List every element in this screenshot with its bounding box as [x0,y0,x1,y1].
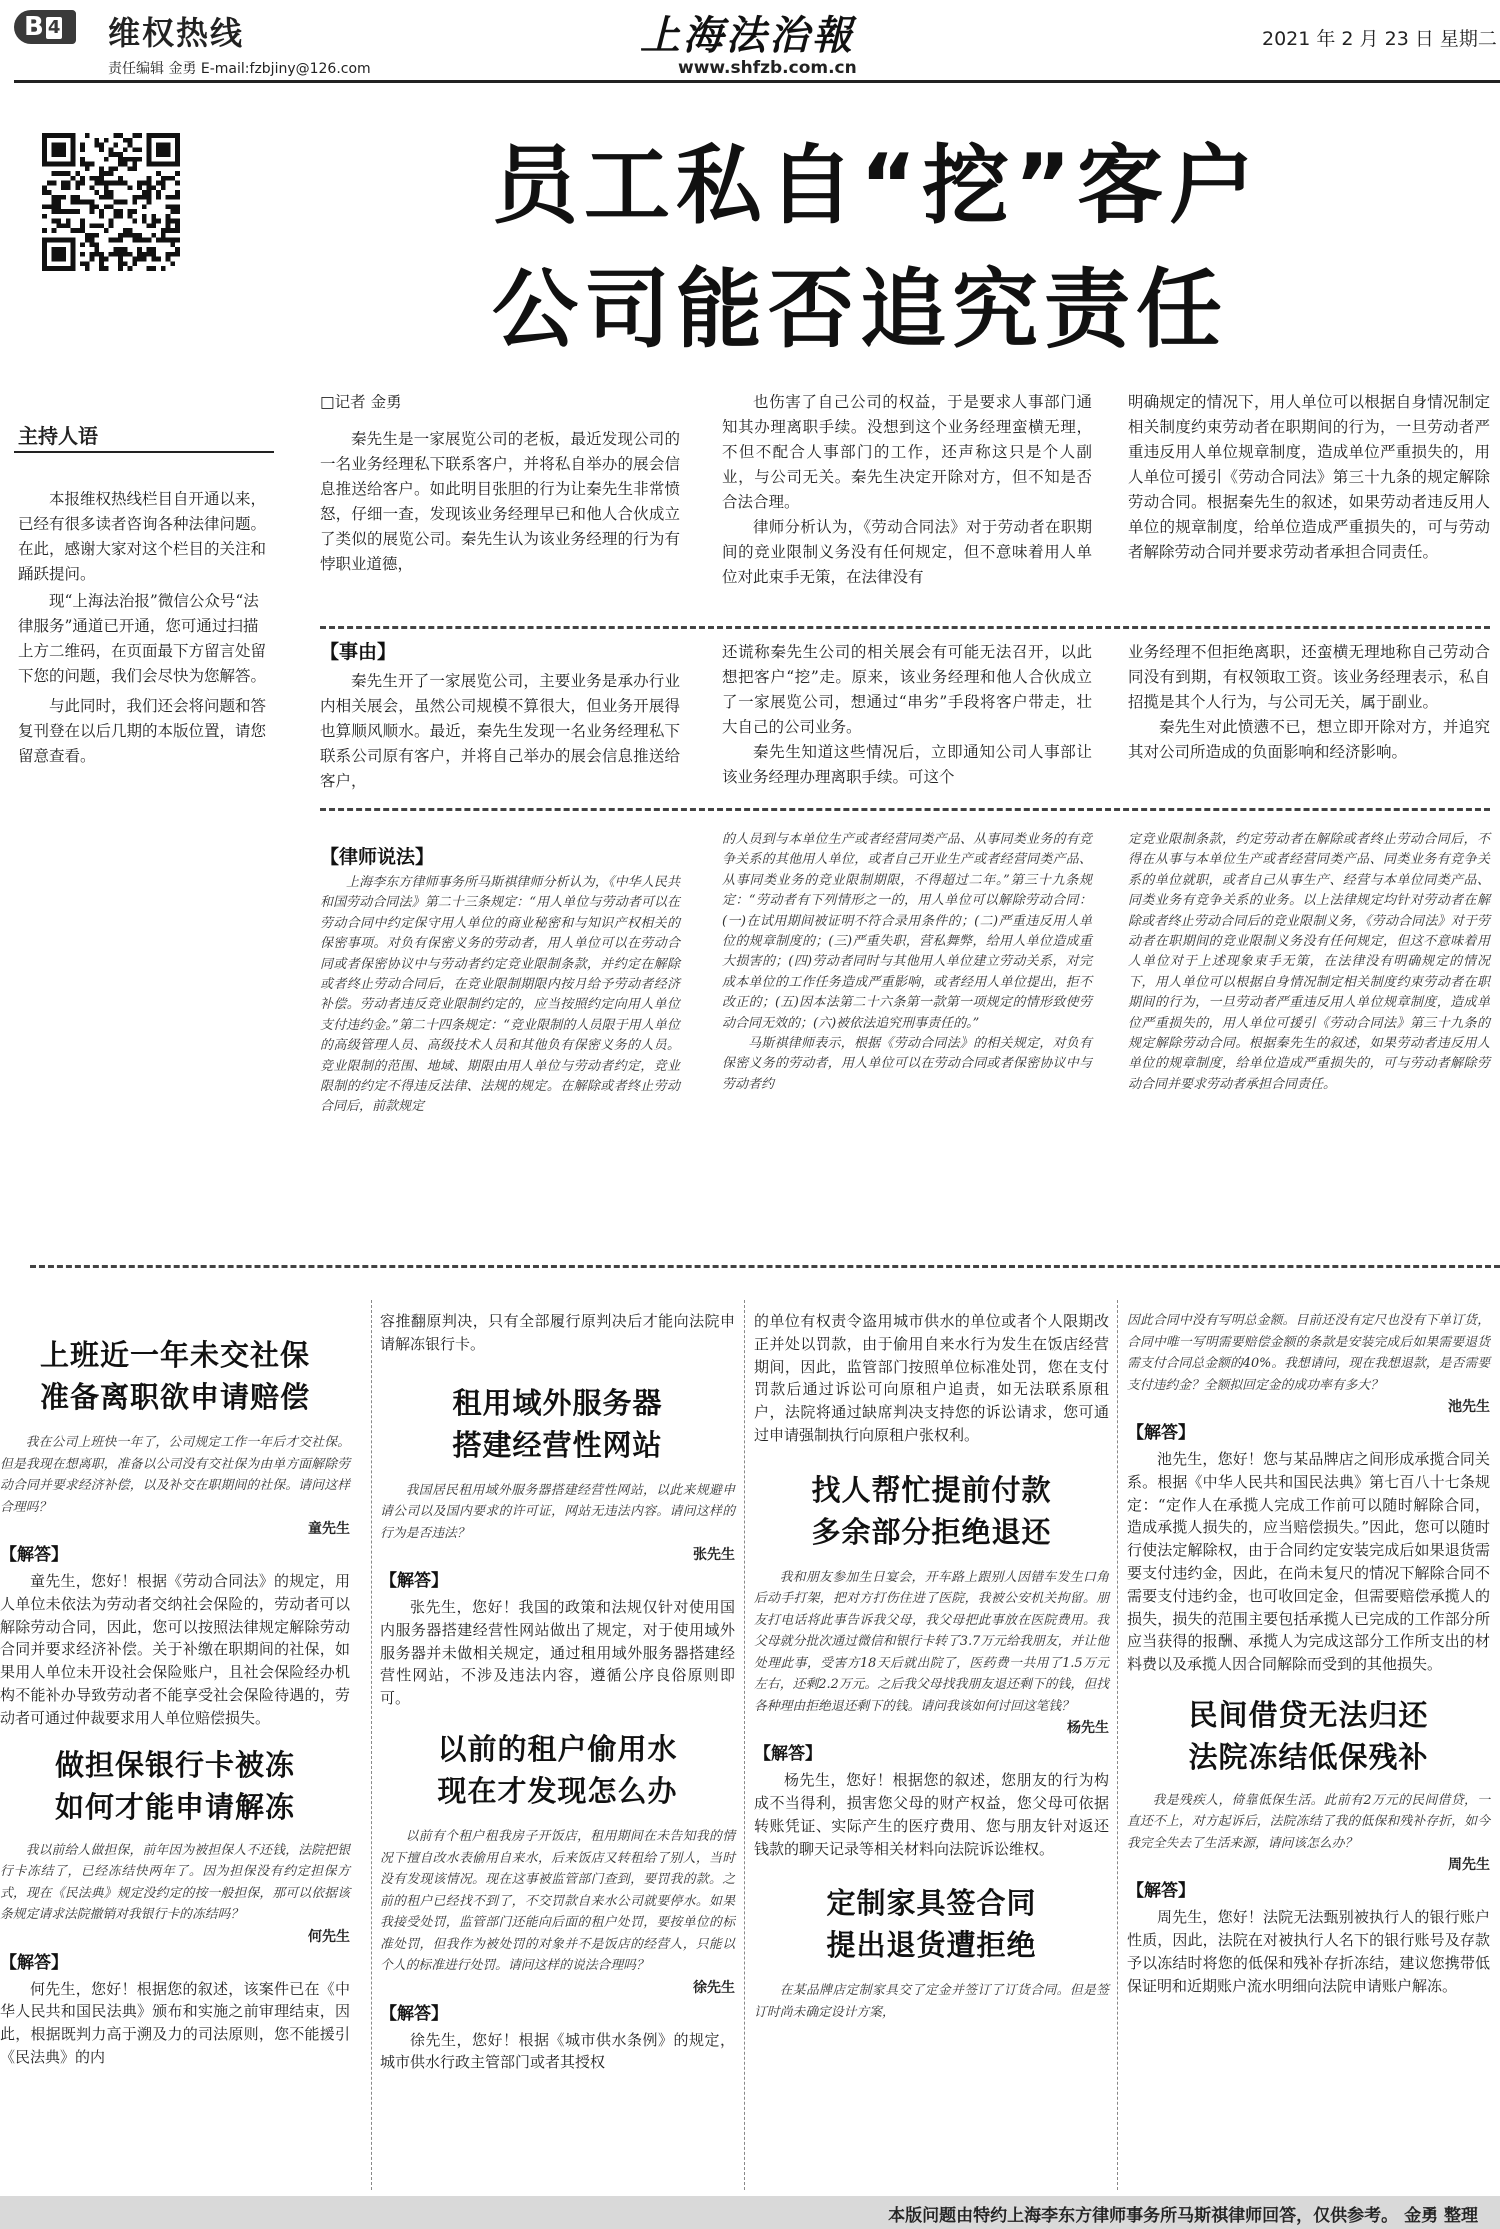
editor-line: 责任编辑 金勇 E-mail:fzbjiny@126.com [108,61,371,77]
question-text: 我国居民租用域外服务器搭建经营性网站，以此来规避申请公司以及国内要求的许可证，网站无违法内容。请问这样的行为是否违法？ [380,1482,735,1541]
reason-paragraph: 秦先生开了一家展览公司，主要业务是承办行业内相关展会，虽然公司规模不算很大，但业务开展得也算顺风顺水。最近，秦先生发现一名业务经理私下联系公司原有客户，并将自己举办的展会信息推送给客户， [320,672,680,790]
section-divider [320,808,1490,811]
qa-column [380,1310,735,2074]
answer-text: 何先生，您好！根据您的叙述，该案件已在《中华人民共和国民法典》颁布和实施之前审理结束，因此，根据既判力高于溯及力的司法原则，您不能援引《民法典》的内 [0,1979,350,2066]
host-note-label: 主持人语 [18,424,98,448]
lead-paragraph: 明确规定的情况下，用人单位可以根据自身情况制定相关制度约束劳动者在职期间的行为，一旦劳动者严重违反用人单位规章制度，造成单位严重损失的，用人单位可援引《劳动合同法》第三十九条的规定解除劳动合同。根据秦先生的叙述，如果劳动者违反用人单位的规章制度，给单位造成严重损失的，可与劳动者解除劳动合同并要求劳动者承担合同责任。 [1128,393,1490,561]
answer-text: 的单位有权责令盗用城市供水的单位或者个人限期改正并处以罚款，由于偷用自来水行为发生在饭店经营期间，因此，监管部门按照单位标准处罚，您在支付罚款后通过诉讼可向原租户追责，如无法联系原租户，法院将通过缺席判决支持您的诉讼请求，您可通过申请强制执行向原租户张权利。 [754,1312,1109,1444]
headline-line-1: 员工私自“挖”客户 [492,136,1262,236]
answer-text: 池先生，您好！您与某品牌店之间形成承揽合同关系。根据《中华人民共和国民法典》第七百八十七条规定：“定作人在承揽人完成工作前可以随时解除合同，造成承揽人损失的，应当赔偿损失。”因此，您可以随时行使法定解除权，由于合同约定安装完成后如果退货需要支付违约金，因此，在尚未复尺的情况下解除合同不需要支付违约金，也可收回定金，但需要赔偿承揽人的损失，损失的范围主要包括承揽人已完成的工作部分所应当获得的报酬、承揽人为完成这部分工作所支出的材料费以及承揽人因合同解除而受到的其他损失。 [1127,1450,1490,1674]
qa-title: 租用域外服务器 搭建经营性网站 [452,1385,663,1462]
page-section-divider [30,1265,1500,1268]
asker-signature: 杨先生 [1067,1720,1109,1737]
page-badge [14,10,76,44]
qr-modules [42,133,180,271]
asker-signature: 何先生 [308,1928,350,1945]
answer-label: 【解答】 [380,1571,448,1592]
article-column [320,842,680,1118]
column-rule [1117,1300,1118,2190]
qa-column [754,1310,1109,2023]
answer-label: 【解答】 [1127,1881,1195,1902]
lawyer-paragraph: 的人员到与本单位生产或者经营同类产品、从事同类业务的有竞争关系的其他用人单位，或者自己开业生产或者经营同类产品、从事同类业务的竞业限制期限，不得超过二年。”第三十九条规定：“劳动者有下列情形之一的，用人单位可以解除劳动合同：(一)在试用期间被证明不符合录用条件的；(二)严重违反用人单位的规章制度的；(三)严重失职，营私舞弊，给用人单位造成重大损害的；(四)劳动者同时与其他用人单位建立劳动关系，对完成本单位的工作任务造成严重影响，或者经用人单位提出，拒不改正的；(五)因本法第二十六条第一款第一项规定的情形致使劳动合同无效的；(六)被依法追究刑事责任的。” [722,832,1092,1031]
newspaper-url[interactable]: www.shfzb.com.cn [678,58,857,78]
reason-paragraph: 秦先生知道这些情况后，立即通知公司人事部让该业务经理办理离职手续。可这个 [722,743,1092,786]
qa-column [0,1334,350,2069]
section-title: 维权热线 [108,14,245,52]
asker-signature: 徐先生 [693,1979,735,1996]
header-rule [14,80,1500,83]
answer-label: 【解答】 [1127,1423,1195,1443]
reason-heading: 【事由】 [320,641,397,663]
asker-signature: 池先生 [1448,1399,1490,1415]
reason-paragraph: 秦先生对此愤懑不已，想立即开除对方，并追究其对公司所造成的负面影响和经济影响。 [1128,718,1490,761]
asker-signature: 张先生 [693,1547,735,1564]
headline-line-2: 公司能否追究责任 [492,260,1228,360]
lead-paragraph: 律师分析认为，《劳动合同法》对于劳动者在职期间的竞业限制义务没有任何规定，但不意味着用人单位对此束手无策，在法律没有 [722,518,1092,586]
asker-signature: 童先生 [308,1521,350,1537]
column-rule [371,1300,372,2190]
answer-text: 张先生，您好！我国的政策和法规仅针对使用国内服务器搭建经营性网站做出了规定，对于使用域外服务器并未做相关规定，通过租用域外服务器搭建经营性网站，不涉及违法内容，遵循公序良俗原则即可。 [380,1598,735,1708]
column-rule [744,1300,745,2190]
page-number: 4 [47,16,61,38]
qa-title: 定制家具签合同 提出退货遭拒绝 [826,1886,1037,1963]
answer-label: 【解答】 [754,1744,822,1765]
host-note-rule [14,451,274,453]
lead-paragraph: 秦先生是一家展览公司的老板，最近发现公司的一名业务经理私下联系客户，并将私自举办的展会信息推送给客户。如此明目张胆的行为让秦先生非常愤怒，仔细一查，发现该业务经理早已和他人合伙成立了类似的展览公司。秦先生认为该业务经理的行为有悖职业道德， [320,430,680,573]
article-column [1128,390,1490,565]
answer-text: 童先生，您好！根据《劳动合同法》的规定，用人单位未依法为劳动者交纳社会保险的，劳动者可以解除劳动合同，因此，您可以按照法律规定解除劳动合同并要求经济补偿。关于补缴在职期间的社保，如果用人单位未开设社会保险账户，且社会保险经办机构不能补办导致劳动者不能享受社会保险待遇的，劳动者可通过仲裁要求用人单位赔偿损失。 [0,1572,350,1727]
lawyer-paragraph: 上海李东方律师事务所马斯祺律师分析认为，《中华人民共和国劳动合同法》第二十三条规定：“用人单位与劳动者可以在劳动合同中约定保守用人单位的商业秘密和与知识产权相关的保密事项。对负有保密义务的劳动者，用人单位可以在劳动合同或者保密协议中与劳动者约定竞业限制条款，并约定在解除或者终止劳动合同后，在竞业限制期限内按月给予劳动者经济补偿。劳动者违反竞业限制约定的，应当按照约定向用人单位支付违约金。”第二十四条规定：“竞业限制的人员限于用人单位的高级管理人员、高级技术人员和其他负有保密义务的人员。竞业限制的范围、地域、期限由用人单位与劳动者约定，竞业限制的约定不得违反法律、法规的规定。在解除或者终止劳动合同后，前款规定 [320,875,680,1115]
host-paragraph: 现“上海法治报”微信公众号“法律服务”通道已开通，您可通过扫描上方二维码，在页面最下方留言处留下您的问题，我们会尽快为您解答。 [18,592,267,685]
qa-title: 找人帮忙提前付款 多余部分拒绝退还 [811,1472,1052,1549]
qa-title: 做担保银行卡被冻 如何才能申请解冻 [54,1747,295,1824]
newspaper-logo: 上海法治報 [640,12,855,59]
question-text: 我和朋友参加生日宴会，开车路上跟别人因错车发生口角后动手打架，把对方打伤住进了医院，我被公安机关拘留。朋友打电话将此事告诉我父母，我父母把此事放在医院费用。我父母就分批次通过微信和银行卡转了3.7万元给我朋友，并让他处理此事，受害方18天后就出院了，医药费一共用了1.5万元左右，还剩2.2万元。之后我父母找我朋友退还剩下的钱，但找各种理由拒绝退还剩下的钱。请问我该如何讨回这笔钱？ [754,1569,1109,1714]
reporter-byline: □记者 金勇 [320,393,402,411]
qa-title: 上班近一年未交社保 准备离职欲申请赔偿 [39,1338,310,1414]
lead-paragraph: 也伤害了自己公司的权益，于是要求人事部门通知其办理离职手续。没想到这个业务经理蛮横无理，不但不配合人事部门的工作，还声称这只是个人副业，与公司无关。秦先生决定开除对方，但不知是否合法合理。 [722,393,1092,511]
question-text: 在某品牌店定制家具交了定金并签订了订货合同。但是签订时尚未确定设计方案， [754,1983,1109,2020]
reason-paragraph: 业务经理不但拒绝离职，还蛮横无理地称自己劳动合同没有到期，有权领取工资。该业务经理表示，私自招揽是其个人行为，与公司无关，属于副业。 [1128,643,1490,711]
footer-credit: 本版问题由特约上海李东方律师事务所马斯祺律师回答，仅供参考。 金勇 整理 [888,2206,1478,2226]
answer-label: 【解答】 [0,1545,68,1565]
question-text: 因此合同中没有写明总金额。目前还没有定尺也没有下单订货，合同中唯一写明需要赔偿金额的条款是安装完成后如果需要退货需支付合同总金额的40%。我想请问，现在我想退款，是否需要支付违约金？全额拟回定金的成功率有多大？ [1127,1313,1490,1393]
article-column [722,830,1092,1095]
answer-text: 周先生，您好！法院无法甄别被执行人的银行账户性质，因此，法院在对被执行人名下的银行账号及存款予以冻结时将您的低保和残补存折冻结，建议您携带低保证明和近期账户流水明细向法院申请账户解冻。 [1127,1908,1490,1995]
lawyer-paragraph: 马斯祺律师表示，根据《劳动合同法》的相关规定，对负有保密义务的劳动者，用人单位可以在劳动合同或者保密协议中与劳动者约 [722,1036,1092,1092]
page-letter: B [24,12,44,42]
lawyer-heading: 【律师说法】 [320,846,435,868]
answer-label: 【解答】 [380,2003,448,2024]
qa-title: 以前的租户偷用水 现在才发现怎么办 [437,1732,678,1809]
article-column [722,618,1092,790]
host-paragraph: 与此同时，我们还会将问题和答复刊登在以后几期的本版位置，请您留意查看。 [18,697,267,765]
host-paragraph: 本报维权热线栏目自开通以来，已经有很多读者咨询各种法律问题。在此，感谢大家对这个栏目的关注和踊跃提问。 [18,490,267,583]
qa-column [1127,1310,1490,1998]
article-column [1128,830,1490,1095]
question-text: 我在公司上班快一年了，公司规定工作一年后才交社保。但是我现在想离职，准备以公司没有交社保为由单方面解除劳动合同并要求经济补偿，以及补交在职期间的社保。请问这样合理吗？ [0,1435,350,1515]
question-text: 我以前给人做担保，前年因为被担保人不还钱，法院把银行卡冻结了，已经冻结快两年了。因为担保没有约定担保方式，现在《民法典》规定没约定的按一般担保，那可以依据该条规定请求法院撤销对我银行卡的冻结吗？ [0,1842,350,1923]
answer-label: 【解答】 [0,1952,68,1973]
answer-text: 容推翻原判决，只有全部履行原判决后才能向法院申请解冻银行卡。 [380,1312,735,1353]
question-text: 我是残疾人，倚靠低保生活。此前有2万元的民间借贷，一直还不上，对方起诉后，法院冻结了我的低保和残补存折，如今我完全失去了生活来源，请问该怎么办？ [1127,1792,1490,1851]
article-column [320,390,680,577]
dateline: 2021 年 2 月 23 日 星期二 [1262,28,1497,50]
article-column [722,390,1092,590]
wechat-qr-code-icon[interactable] [42,133,180,271]
answer-text: 杨先生，您好！根据您的叙述，您朋友的行为构成不当得利，损害您父母的财产权益，您父母可依据转账凭证、实际产生的医疗费用、您与朋友针对返还钱款的聊天记录等相关材料向法院诉讼维权。 [754,1771,1109,1858]
qa-title: 民间借贷无法归还 法院冻结低保残补 [1188,1697,1429,1774]
answer-text: 徐先生，您好！根据《城市供水条例》的规定，城市供水行政主管部门或者其授权 [380,2030,735,2072]
question-text: 以前有个租户租我房子开饭店，租用期间在未告知我的情况下擅自改水表偷用自来水，后来饭店又转租给了别人，当时没有发现该情况。现在这事被监管部门查到，要罚我的款。之前的租户已经找不到了，不交罚款自来水公司就要停水。如果我接受处罚，监管部门还能向后面的租户处罚，要按单位的标准处罚，但我作为被处罚的对象并不是饭店的经营人，只能以个人的标准进行处罚。请问这样的说法合理吗？ [380,1829,735,1974]
asker-signature: 周先生 [1448,1857,1490,1874]
reason-paragraph: 还谎称秦先生公司的相关展会有可能无法召开，以此想把客户“挖”走。原来，该业务经理和他人合伙成立了一家展览公司，想通过“串劣”手段将客户带走，壮大自己的公司业务。 [722,643,1092,736]
article-column [1128,618,1490,765]
lawyer-paragraph: 定竞业限制条款，约定劳动者在解除或者终止劳动合同后，不得在从事与本单位生产或者经营同类产品、同类业务有竞争关系的单位就职，或者自己从事生产、经营与本单位同类产品、同类业务有竞争关系的业务。以上法律规定均针对劳动者在解除或者终止劳动合同后的竞业限制义务，《劳动合同法》对于劳动者在职期间的竞业限制义务没有任何规定，但这不意味着用人单位对于上述现象束手无策，在法律没有明确规定的情况下，用人单位可以根据自身情况制定相关制度约束劳动者在职期间的行为，一旦劳动者严重违反用人单位规章制度，造成单位严重损失的，用人单位可援引《劳动合同法》第三十九条的规定解除劳动合同。根据秦先生的叙述，如果劳动者违反用人单位的规章制度，给单位造成严重损失的，可与劳动者解除劳动合同并要求劳动者承担合同责任。 [1128,832,1490,1092]
article-column [320,640,680,794]
